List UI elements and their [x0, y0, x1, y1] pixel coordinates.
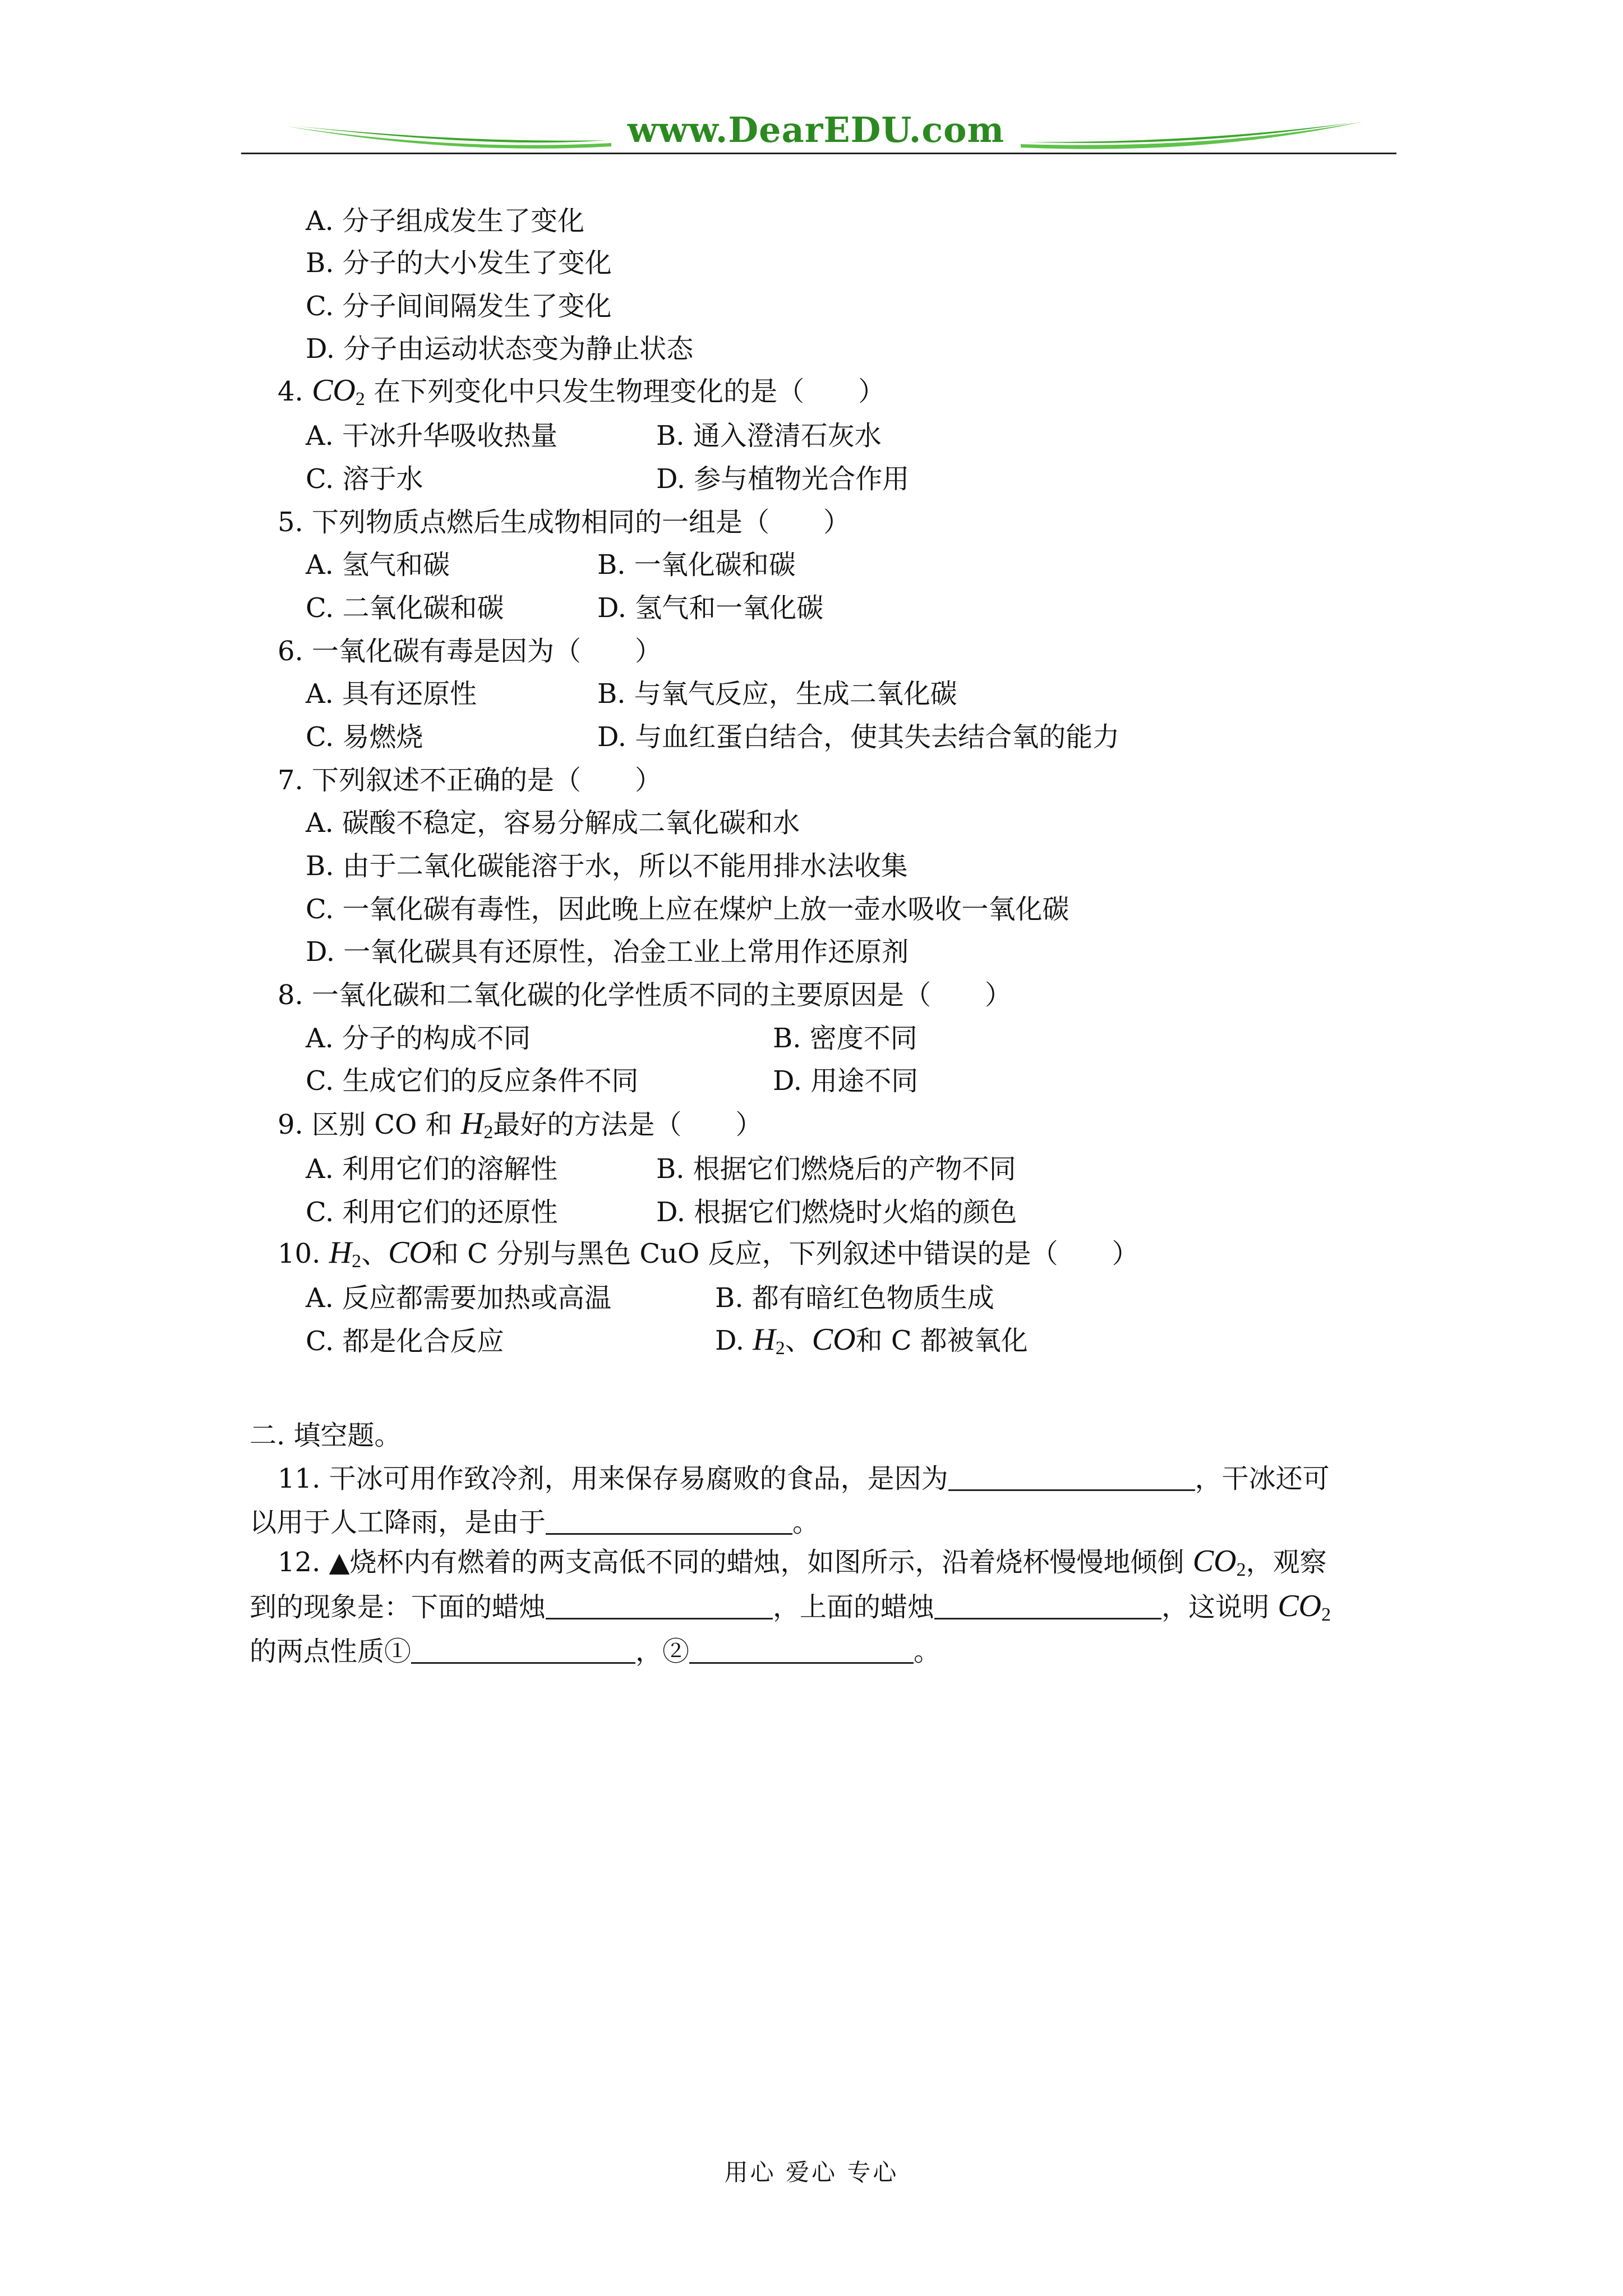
- q10-option-c: C. 都是化合反应: [306, 1326, 504, 1357]
- q5-option-a: A. 氢气和碳: [306, 549, 450, 581]
- q5-option-d: D. 氢气和一氧化碳: [597, 592, 824, 624]
- q4-option-c: C. 溶于水: [306, 463, 423, 495]
- q6-option-c: C. 易燃烧: [306, 721, 423, 753]
- header-divider: [241, 153, 1396, 154]
- q7-option-a: A. 碳酸不稳定，容易分解成二氧化碳和水: [306, 807, 800, 839]
- answer-blank[interactable]: [689, 1639, 914, 1664]
- q3-option-d: D. 分子由运动状态变为静止状态: [306, 333, 694, 365]
- section-title: 二. 填空题。: [250, 1420, 402, 1451]
- question-12-line-2: 到的现象是：下面的蜡烛 ，上面的蜡烛 ，这说明 $CO_2$: [250, 1589, 1331, 1625]
- question-11-line-1: 11. 干冰可用作致冷剂，用来保存易腐败的食品，是因为 ，干冰还可: [278, 1463, 1330, 1494]
- q6-option-d: D. 与血红蛋白结合，使其失去结合氧的能力: [597, 721, 1120, 753]
- question-10-stem: [278, 1237, 1139, 1271]
- q3-option-a: A. 分子组成发生了变化: [306, 205, 585, 237]
- q5-option-b: B. 一氧化碳和碳: [597, 549, 796, 581]
- q7-option-c: C. 一氧化碳有毒性，因此晚上应在煤炉上放一壶水吸收一氧化碳: [306, 894, 1069, 925]
- q3-option-c: C. 分子间间隔发生了变化: [306, 291, 612, 322]
- chem-formula: $H_2$: [753, 1322, 785, 1359]
- q3-option-b: B. 分子的大小发生了变化: [306, 247, 612, 279]
- question-5-stem: 5. 下列物质点燃后生成物相同的一组是（ ）: [278, 507, 851, 538]
- q6-option-a: A. 具有还原性: [306, 678, 477, 710]
- q8-option-c: C. 生成它们的反应条件不同: [306, 1065, 639, 1097]
- question-7-stem: 7. 下列叙述不正确的是（ ）: [278, 765, 662, 796]
- question-text-post: 和 C 分别与黑色 CuO 反应，下列叙述中错误的是（ ）: [431, 1238, 1139, 1269]
- q8-option-a: A. 分子的构成不同: [306, 1023, 531, 1054]
- chem-formula: $CO_2$: [1278, 1589, 1331, 1625]
- answer-blank[interactable]: [546, 1594, 773, 1619]
- question-9-stem: [278, 1108, 762, 1142]
- q9-option-a: A. 利用它们的溶解性: [306, 1153, 558, 1185]
- q7-option-d: D. 一氧化碳具有还原性，冶金工业上常用作还原剂: [306, 936, 909, 968]
- q5-option-c: C. 二氧化碳和碳: [306, 592, 504, 624]
- answer-blank[interactable]: [934, 1594, 1161, 1619]
- q9-option-c: C. 利用它们的还原性: [306, 1197, 558, 1228]
- q7-option-b: B. 由于二氧化碳能溶于水，所以不能用排水法收集: [306, 850, 908, 882]
- question-8-stem: 8. 一氧化碳和二氧化碳的化学性质不同的主要原因是（ ）: [278, 979, 1012, 1011]
- q4-option-b: B. 通入澄清石灰水: [656, 420, 882, 452]
- answer-blank[interactable]: [546, 1510, 792, 1535]
- separator: 、: [361, 1238, 389, 1269]
- answer-blank[interactable]: [411, 1639, 635, 1664]
- question-text-post: 最好的方法是（ ）: [493, 1109, 763, 1140]
- q10-option-a: A. 反应都需要加热或高温: [306, 1282, 612, 1314]
- q6-option-b: B. 与氧气反应，生成二氧化碳: [597, 678, 957, 710]
- q10-option-d: D. $H_2$、CO和 C 都被氧化: [715, 1322, 1028, 1359]
- question-4-stem: [278, 375, 885, 409]
- question-text: 在下列变化中只发生物理变化的是（ ）: [374, 376, 886, 407]
- question-text-pre: 9. 区别 CO 和: [278, 1109, 453, 1140]
- q8-option-b: B. 密度不同: [773, 1023, 917, 1054]
- chem-formula: $CO_2$: [1192, 1544, 1246, 1580]
- chem-formula: $H_2$: [460, 1106, 494, 1143]
- q4-option-a: A. 干冰升华吸收热量: [306, 420, 558, 452]
- question-11-line-2: 以用于人工降雨，是由于 。: [250, 1507, 820, 1538]
- chem-formula: CO: [388, 1235, 432, 1270]
- q9-option-d: D. 根据它们燃烧时火焰的颜色: [656, 1197, 1017, 1228]
- question-number: 10.: [278, 1238, 321, 1269]
- site-logo: www.DearEDU.com: [627, 109, 1005, 150]
- answer-blank[interactable]: [948, 1466, 1195, 1491]
- chem-formula: CO: [811, 1322, 856, 1357]
- question-12-line-1: 12. ▲烧杯内有燃着的两支高低不同的蜡烛，如图所示，沿着烧杯慢慢地倾倒 $CO_2$，观察: [278, 1544, 1327, 1580]
- q10-option-b: B. 都有暗红色物质生成: [715, 1282, 994, 1314]
- q9-option-b: B. 根据它们燃烧后的产物不同: [656, 1153, 1016, 1185]
- question-12-line-3: 的两点性质① ，② 。: [250, 1636, 941, 1667]
- chem-formula: $H_2$: [329, 1235, 362, 1272]
- q4-option-d: D. 参与植物光合作用: [656, 463, 910, 495]
- page-footer: 用心 爱心 专心: [724, 2159, 899, 2186]
- q8-option-d: D. 用途不同: [773, 1065, 919, 1097]
- question-number: 4.: [278, 376, 303, 407]
- question-6-stem: 6. 一氧化碳有毒是因为（ ）: [278, 636, 662, 667]
- chem-formula: $CO_2$: [312, 373, 365, 409]
